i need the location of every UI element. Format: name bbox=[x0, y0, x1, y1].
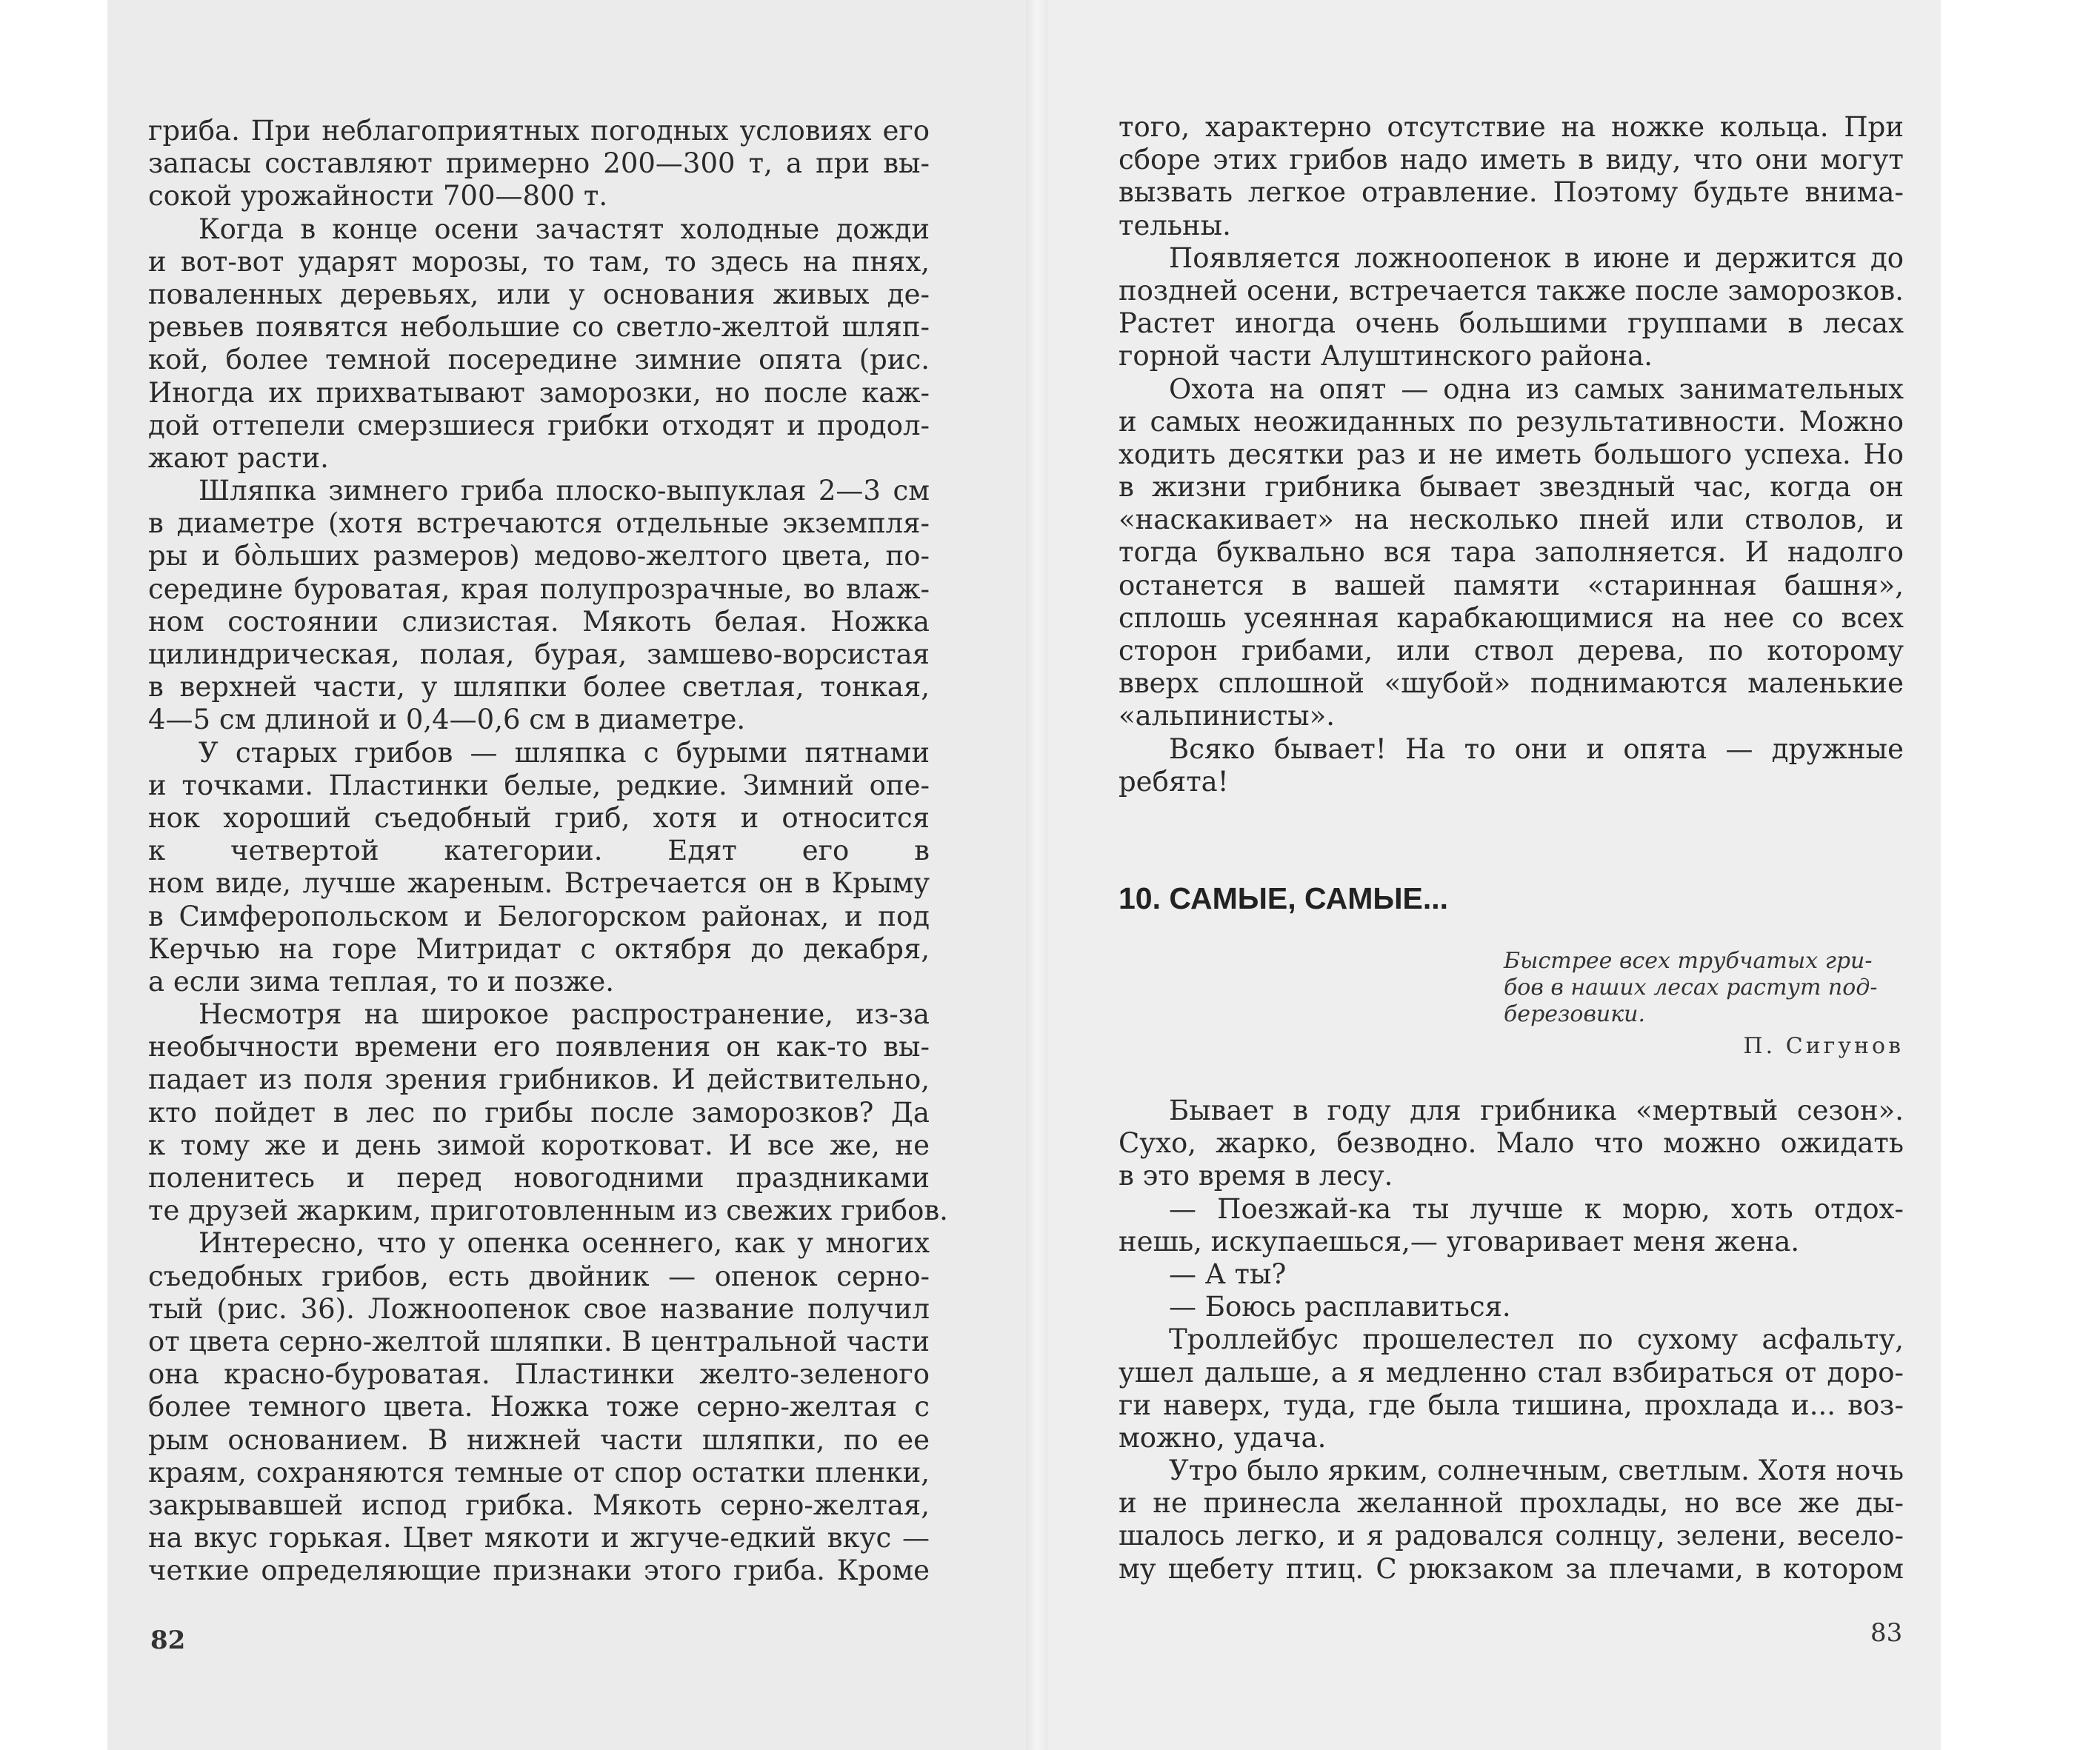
epigraph-author: П. Сигунов bbox=[1743, 1033, 1904, 1059]
text-line: к тому же и день зимой коротковат. И все же, не bbox=[148, 1129, 930, 1161]
text-line: на вкус горькая. Цвет мякоти и жгуче-едкий вкус — bbox=[148, 1522, 930, 1554]
text-line: в диаметре (хотя встречаются отдельные экземпля- bbox=[148, 507, 930, 540]
text-line: в это время в лесу. bbox=[1119, 1160, 1393, 1192]
text-line: можно, удача. bbox=[1119, 1421, 1327, 1454]
text-line: падает из поля зрения грибников. И действительно, bbox=[148, 1063, 930, 1096]
text-line: ревьев появятся небольшие со светло-желтой шляп- bbox=[148, 311, 930, 344]
text-line: Иногда их прихватывают заморозки, но после каж- bbox=[148, 376, 930, 409]
text-line: в жизни грибника бывает звездный час, когда он bbox=[1119, 471, 1904, 504]
text-line: съедобных грибов, есть двойник — опенок серно- bbox=[148, 1260, 930, 1292]
text-line: цилиндрическая, полая, бурая, замшево-ворсистая bbox=[148, 638, 930, 670]
page-number-left: 82 bbox=[150, 1626, 186, 1655]
text-line: кто пойдет в лес по грибы после заморозков? Да bbox=[148, 1096, 930, 1129]
text-line: поздней осени, встречается также после заморозков. bbox=[1119, 274, 1904, 307]
text-line: Несмотря на широкое распространение, из-за bbox=[199, 998, 930, 1031]
text-line: тогда буквально вся тара заполняется. И надолго bbox=[1119, 536, 1904, 569]
text-line: гриба. При неблагоприятных погодных условиях его bbox=[148, 115, 930, 147]
text-line: необычности времени его появления он как-то вы- bbox=[148, 1031, 930, 1063]
text-line: к четвертой категории. Едят его в bbox=[148, 835, 930, 867]
text-line: а если зима теплая, то и позже. bbox=[148, 965, 614, 998]
text-line: и вот-вот ударят морозы, то там, то здесь на пнях, bbox=[148, 245, 930, 278]
text-line: кой, более темной посередине зимние опята (рис. bbox=[148, 344, 930, 376]
chapter-heading: 10. САМЫЕ, САМЫЕ... bbox=[1119, 881, 1449, 915]
text-line: Троллейбус прошелестел по сухому асфальту, bbox=[1169, 1323, 1904, 1356]
text-line: У старых грибов — шляпка с бурыми пятнами bbox=[199, 736, 930, 769]
text-line: березовики. bbox=[1504, 1001, 1646, 1027]
text-line: Растет иногда очень большими группами в лесах bbox=[1119, 307, 1904, 340]
text-line: дой оттепели смерзшиеся грибки отходят и продол- bbox=[148, 409, 930, 441]
text-line: краям, сохраняются темные от спор остатки пленки, bbox=[148, 1456, 930, 1489]
text-line: она красно-буроватая. Пластинки желто-зеленого bbox=[148, 1358, 930, 1391]
text-line: 4—5 см длиной и 0,4—0,6 см в диаметре. bbox=[148, 704, 746, 736]
text-line: — А ты? bbox=[1169, 1258, 1287, 1290]
text-line: того, характерно отсутствие на ножке кольца. При bbox=[1119, 111, 1904, 143]
text-line: рым основанием. В нижней части шляпки, по ее bbox=[148, 1423, 930, 1456]
text-line: Появляется ложноопенок в июне и держится до bbox=[1169, 241, 1904, 274]
text-line: ном виде, лучше жареным. Встречается он в Крыму bbox=[148, 867, 930, 900]
text-line: Когда в конце осени зачастят холодные дожди bbox=[199, 213, 930, 245]
text-line: — Боюсь расплавиться. bbox=[1169, 1291, 1511, 1323]
text-line: «наскакивает» на несколько пней или стволов, и bbox=[1119, 504, 1904, 536]
text-line: ги наверх, туда, где была тишина, прохлада и... воз- bbox=[1119, 1389, 1904, 1421]
page-number-right: 83 bbox=[1870, 1618, 1903, 1648]
text-line: ходить десятки раз и не иметь большого успеха. Но bbox=[1119, 438, 1904, 470]
text-line: сплошь усеянная карабкающимися на нее со всех bbox=[1119, 601, 1904, 634]
text-line: вверх сплошной «шубой» поднимаются маленькие bbox=[1119, 667, 1904, 700]
text-line: Всяко бывает! На то они и опята — дружные bbox=[1169, 732, 1904, 765]
right-page-text-bottom bbox=[1119, 1095, 1904, 1586]
text-line: четкие определяющие признаки этого гриба. Кроме bbox=[148, 1554, 930, 1587]
left-page-text bbox=[148, 115, 948, 1587]
text-line: в Симферопольском и Белогорском районах, и под bbox=[148, 900, 930, 932]
text-line: сокой урожайности 700—800 т. bbox=[148, 180, 608, 213]
text-line: Охота на опят — одна из самых занимательных bbox=[1169, 373, 1904, 405]
book-gutter bbox=[1026, 0, 1048, 1750]
text-line: жают расти. bbox=[148, 441, 329, 474]
text-line: сборе этих грибов надо иметь в виду, что они могут bbox=[1119, 144, 1904, 176]
text-line: Сухо, жарко, безводно. Мало что можно ожидать bbox=[1119, 1127, 1904, 1160]
text-line: — Поезжай-ка ты лучше к морю, хоть отдох- bbox=[1169, 1192, 1904, 1225]
text-line: те друзей жарким, приготовленным из свежих грибов. bbox=[148, 1195, 948, 1227]
text-line: и точками. Пластинки белые, редкие. Зимний опе- bbox=[148, 769, 930, 801]
text-line: от цвета серно-желтой шляпки. В центральной части bbox=[148, 1325, 930, 1357]
text-line: Интересно, что у опенка осеннего, как у многих bbox=[199, 1227, 930, 1260]
right-page-text-top bbox=[1119, 111, 1904, 798]
text-line: Утро было ярким, солнечным, светлым. Хотя ночь bbox=[1169, 1455, 1904, 1487]
text-line: середине буроватая, края полупрозрачные, во влаж- bbox=[148, 572, 930, 605]
text-line: и не принесла желанной прохлады, но все же ды- bbox=[1119, 1487, 1904, 1520]
text-line: закрывавшей испод грибка. Мякоть серно-желтая, bbox=[148, 1489, 930, 1521]
text-line: Быстрее всех трубчатых гри- bbox=[1504, 948, 1873, 974]
text-line: «альпинисты». bbox=[1119, 700, 1336, 732]
text-line: нок хороший съедобный гриб, хотя и относится bbox=[148, 801, 930, 834]
text-line: Бывает в году для грибника «мертвый сезон». bbox=[1169, 1095, 1904, 1126]
text-line: в верхней части, у шляпки более светлая, тонкая, bbox=[148, 671, 930, 704]
epigraph bbox=[1504, 948, 1904, 1028]
text-line: бов в наших лесах растут под- bbox=[1504, 975, 1878, 1001]
text-line: тый (рис. 36). Ложноопенок свое название получил bbox=[148, 1292, 930, 1325]
text-line: вызвать легкое отравление. Поэтому будьте внима- bbox=[1119, 176, 1904, 209]
text-line: и самых неожиданных по результативности. Можно bbox=[1119, 405, 1904, 438]
text-line: тельны. bbox=[1119, 209, 1231, 241]
text-line: Керчью на горе Митридат с октября до декабря, bbox=[148, 932, 930, 965]
text-line: поленитесь и перед новогодними праздниками bbox=[148, 1162, 930, 1194]
text-line: му щебету птиц. С рюкзаком за плечами, в котором bbox=[1119, 1552, 1904, 1585]
text-line: шалось легко, и я радовался солнцу, зелени, весело- bbox=[1119, 1520, 1904, 1552]
text-line: более темного цвета. Ножка тоже серно-желтая с bbox=[148, 1391, 930, 1423]
text-line: останется в вашей памяти «старинная башня», bbox=[1119, 569, 1904, 601]
text-line: ном состоянии слизистая. Мякоть белая. Ножка bbox=[148, 605, 930, 638]
text-line: сторон грибами, или ствол дерева, по которому bbox=[1119, 635, 1904, 667]
text-line: запасы составляют примерно 200—300 т, а при вы- bbox=[148, 147, 930, 180]
text-line: ры и бо̀льших размеров) медово-желтого цвета, по- bbox=[148, 540, 930, 572]
text-line: Шляпка зимнего гриба плоско-выпуклая 2—3 см bbox=[199, 475, 930, 507]
text-line: ребята! bbox=[1119, 765, 1229, 798]
text-line: нешь, искупаешься,— уговаривает меня жена. bbox=[1119, 1225, 1800, 1258]
text-line: поваленных деревьях, или у основания живых де- bbox=[148, 278, 930, 310]
text-line: горной части Алуштинского района. bbox=[1119, 340, 1653, 373]
text-line: ушел дальше, а я медленно стал взбираться от доро- bbox=[1119, 1356, 1904, 1389]
